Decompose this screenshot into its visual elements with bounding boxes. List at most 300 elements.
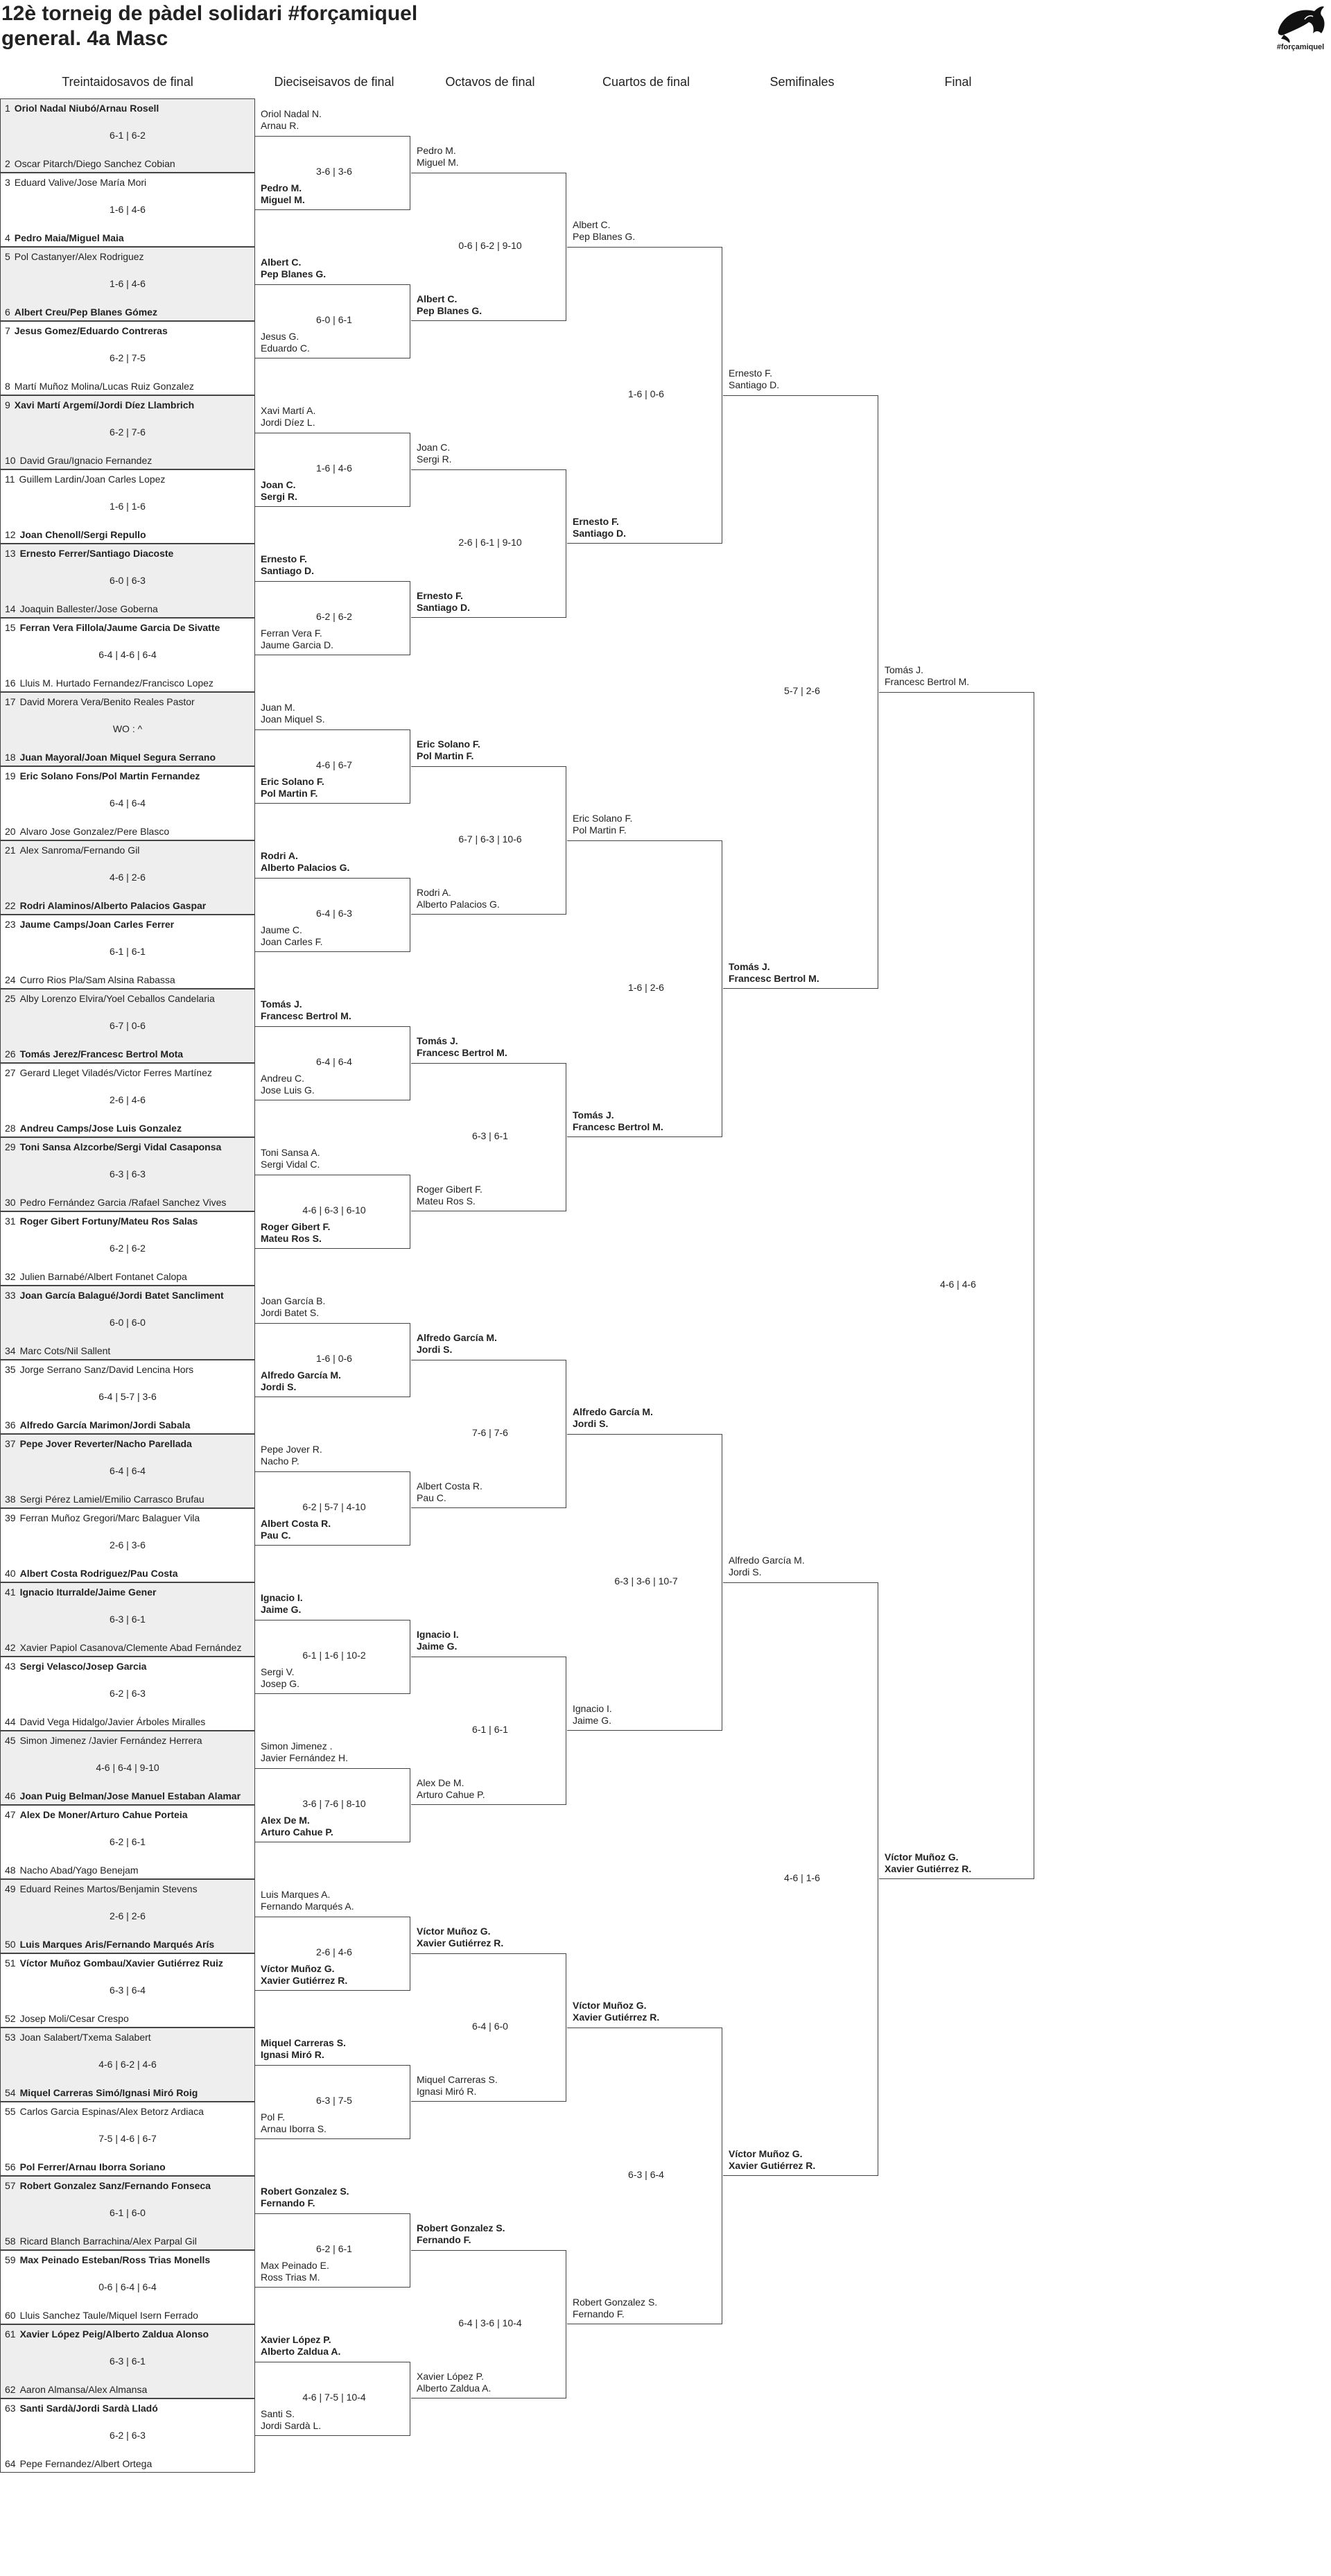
match-box bbox=[0, 98, 255, 173]
team-name: Tomás J. Francesc Bertrol M. bbox=[729, 961, 819, 984]
team-name: Pepe Jover R. Nacho P. bbox=[261, 1443, 322, 1467]
player-line bbox=[5, 622, 254, 633]
match-score: 6-3 | 6-4 bbox=[110, 1985, 146, 1996]
team-name: Joan C. Sergi R. bbox=[261, 478, 297, 502]
player-line bbox=[5, 1271, 254, 1282]
team-name: Víctor Muñoz Gombau/Xavier Gutiérrez Ruiz bbox=[19, 1957, 223, 1969]
seed-number: 15 bbox=[5, 622, 16, 633]
match-box bbox=[0, 989, 255, 1063]
seed-number: 28 bbox=[5, 1123, 16, 1134]
team-name: Andreu Camps/Jose Luis Gonzalez bbox=[19, 1123, 182, 1134]
seed-number: 46 bbox=[5, 1790, 16, 1801]
player-line bbox=[5, 1957, 254, 1969]
team-name: Ferran Vera F. Jaume Garcia D. bbox=[261, 627, 334, 650]
match-score: 4-6 | 6-3 | 6-10 bbox=[302, 1204, 366, 1216]
player-line bbox=[5, 2328, 254, 2340]
round-header: Treintaidosavos de final bbox=[62, 75, 193, 89]
team-name: Ignacio I. Jaime G. bbox=[573, 1703, 612, 1726]
page-title bbox=[1, 1, 625, 51]
match-box bbox=[0, 1211, 255, 1286]
match-box bbox=[0, 2398, 255, 2473]
seed-number: 27 bbox=[5, 1067, 16, 1078]
seed-number: 23 bbox=[5, 919, 16, 930]
team-name: Alex De M. Arturo Cahue P. bbox=[261, 1814, 333, 1838]
seed-number: 61 bbox=[5, 2328, 16, 2340]
team-name: Ernesto F. Santiago D. bbox=[573, 516, 627, 539]
round-header: Final bbox=[944, 75, 972, 89]
team-name: Aaron Almansa/Alex Almansa bbox=[19, 2384, 148, 2395]
seed-number: 50 bbox=[5, 1939, 16, 1950]
team-name: Miquel Carreras S. Ignasi Miró R. bbox=[417, 2074, 498, 2097]
seed-number: 34 bbox=[5, 1345, 16, 1356]
team-name: Ignacio I. Jaime G. bbox=[417, 1629, 459, 1652]
player-line bbox=[5, 2458, 254, 2469]
round-header: Octavos de final bbox=[445, 75, 535, 89]
team-name: Gerard Lleget Viladés/Victor Ferres Martínez bbox=[19, 1067, 212, 1078]
team-name: Pol Castanyer/Alex Rodriguez bbox=[14, 251, 144, 262]
team-name: Sergi Pérez Lamiel/Emilio Carrasco Brufau bbox=[19, 1494, 205, 1505]
match-score: 6-3 | 7-5 bbox=[316, 2095, 352, 2106]
team-name: Eric Solano F. Pol Martin F. bbox=[573, 813, 633, 836]
match-box bbox=[0, 1657, 255, 1731]
team-name: Alex De Moner/Arturo Cahue Porteia bbox=[19, 1809, 188, 1820]
match-score: 6-2 | 6-3 bbox=[110, 2430, 146, 2441]
seed-number: 36 bbox=[5, 1419, 16, 1430]
seed-number: 21 bbox=[5, 845, 16, 856]
team-name: Sergi V. Josep G. bbox=[261, 1666, 300, 1689]
team-name: Robert Gonzalez S. Fernando F. bbox=[261, 2185, 349, 2208]
team-name: Tomás Jerez/Francesc Bertrol Mota bbox=[19, 1048, 184, 1060]
team-name: Tomás J. Francesc Bertrol M. bbox=[417, 1035, 507, 1058]
team-name: Joan C. Sergi R. bbox=[417, 442, 452, 465]
team-name: Jesus G. Eduardo C. bbox=[261, 330, 310, 354]
match-score: 1-6 | 1-6 bbox=[110, 501, 146, 512]
seed-number: 44 bbox=[5, 1716, 16, 1727]
team-name: Jorge Serrano Sanz/David Lencina Hors bbox=[19, 1364, 194, 1375]
match-score: WO : ^ bbox=[112, 723, 143, 734]
team-name: Ignacio I. Jaime G. bbox=[261, 1591, 303, 1615]
team-name: Max Peinado Esteban/Ross Trias Monells bbox=[19, 2254, 211, 2265]
match-box bbox=[0, 1508, 255, 1582]
match-score: 7-5 | 4-6 | 6-7 bbox=[98, 2133, 157, 2144]
round-header: Cuartos de final bbox=[602, 75, 690, 89]
player-line bbox=[5, 1790, 254, 1801]
team-name: Rodri Alaminos/Alberto Palacios Gaspar bbox=[19, 900, 207, 911]
team-name: Xavier López P. Alberto Zaldua A. bbox=[261, 2333, 341, 2357]
team-name: Marc Cots/Nil Sallent bbox=[19, 1345, 111, 1356]
player-line bbox=[5, 2161, 254, 2172]
team-name: Luis Marques A. Fernando Marqués A. bbox=[261, 1888, 354, 1912]
match-score: 6-1 | 6-0 bbox=[110, 2207, 146, 2218]
match-score: 1-6 | 0-6 bbox=[316, 1353, 352, 1364]
seed-number: 5 bbox=[5, 251, 10, 262]
match-score: 2-6 | 3-6 bbox=[110, 1539, 146, 1550]
player-line bbox=[5, 1290, 254, 1301]
team-name: Julien Barnabé/Albert Fontanet Calopa bbox=[19, 1271, 187, 1282]
match-score: 6-0 | 6-0 bbox=[110, 1317, 146, 1328]
seed-number: 11 bbox=[5, 474, 15, 485]
match-score: 0-6 | 6-2 | 9-10 bbox=[458, 240, 522, 251]
team-name: Víctor Muñoz G. Xavier Gutiérrez R. bbox=[261, 1962, 348, 1986]
team-name: Pedro Fernández Garcia /Rafael Sanchez Vives bbox=[19, 1197, 227, 1208]
player-line bbox=[5, 548, 254, 559]
team-name: Alfredo García M. Jordi S. bbox=[261, 1369, 341, 1392]
team-name: Alfredo García M. Jordi S. bbox=[417, 1332, 497, 1355]
team-name: Xavier Papiol Casanova/Clemente Abad Fernández bbox=[19, 1642, 242, 1653]
team-name: Eric Solano F. Pol Martin F. bbox=[417, 738, 480, 761]
team-name: Eduard Reines Martos/Benjamin Stevens bbox=[19, 1883, 198, 1894]
seed-number: 9 bbox=[5, 399, 10, 410]
match-box bbox=[0, 618, 255, 692]
title-line-1: 12è torneig de pàdel solidari #forçamiquel bbox=[1, 2, 418, 25]
player-line bbox=[5, 251, 254, 262]
team-name: Ernesto F. Santiago D. bbox=[417, 590, 471, 613]
seed-number: 54 bbox=[5, 2087, 16, 2098]
seed-number: 43 bbox=[5, 1661, 16, 1672]
team-name: Pepe Fernandez/Albert Ortega bbox=[19, 2458, 153, 2469]
seed-number: 37 bbox=[5, 1438, 16, 1449]
team-name: Lluis M. Hurtado Fernandez/Francisco Lopez bbox=[19, 677, 214, 689]
match-box bbox=[0, 1805, 255, 1879]
team-name: Carlos Garcia Espinas/Alex Betorz Ardiaca bbox=[19, 2106, 204, 2117]
player-line bbox=[5, 2180, 254, 2191]
seed-number: 60 bbox=[5, 2310, 16, 2321]
seed-number: 2 bbox=[5, 158, 10, 169]
team-name: Alfredo García M. Jordi S. bbox=[573, 1406, 653, 1429]
match-score: 6-4 | 6-0 bbox=[472, 2021, 508, 2032]
team-name: Albert Costa R. Pau C. bbox=[261, 1517, 331, 1541]
team-name: Ferran Muñoz Gregori/Marc Balaguer Vila bbox=[19, 1512, 200, 1523]
team-name: Pepe Jover Reverter/Nacho Parellada bbox=[19, 1438, 192, 1449]
match-score: 6-3 | 6-3 bbox=[110, 1168, 146, 1179]
team-name: Joan Chenoll/Sergi Repullo bbox=[19, 529, 146, 540]
seed-number: 42 bbox=[5, 1642, 16, 1653]
player-line bbox=[5, 399, 254, 410]
player-line bbox=[5, 845, 254, 856]
seed-number: 38 bbox=[5, 1494, 16, 1505]
team-name: Santi Sardà/Jordi Sardà Lladó bbox=[19, 2403, 158, 2414]
seed-number: 53 bbox=[5, 2032, 16, 2043]
team-name: Jesus Gomez/Eduardo Contreras bbox=[14, 325, 168, 336]
team-name: Pedro Maia/Miguel Maia bbox=[14, 232, 124, 243]
seed-number: 25 bbox=[5, 993, 16, 1004]
team-name: Oriol Nadal N. Arnau R. bbox=[261, 107, 322, 131]
player-line bbox=[5, 2106, 254, 2117]
player-line bbox=[5, 696, 254, 707]
seed-number: 16 bbox=[5, 677, 16, 689]
match-score: 1-6 | 0-6 bbox=[628, 388, 664, 399]
match-score: 6-0 | 6-1 bbox=[316, 314, 352, 325]
player-line bbox=[5, 1587, 254, 1598]
match-score: 6-2 | 6-1 bbox=[316, 2243, 352, 2254]
player-line bbox=[5, 900, 254, 911]
team-name: Xavier López Peig/Alberto Zaldua Alonso bbox=[19, 2328, 209, 2340]
player-line bbox=[5, 2403, 254, 2414]
team-name: Robert Gonzalez S. Fernando F. bbox=[417, 2222, 505, 2245]
seed-number: 19 bbox=[5, 770, 16, 781]
player-line bbox=[5, 993, 254, 1004]
team-name: Joan Puig Belman/Jose Manuel Estaban Alamar bbox=[19, 1790, 241, 1801]
player-line bbox=[5, 1141, 254, 1152]
player-line bbox=[5, 455, 254, 466]
seed-number: 6 bbox=[5, 306, 10, 318]
round-header: Dieciseisavos de final bbox=[274, 75, 394, 89]
seed-number: 56 bbox=[5, 2161, 16, 2172]
match-score: 6-3 | 6-1 bbox=[110, 2355, 146, 2367]
player-line bbox=[5, 1419, 254, 1430]
player-line bbox=[5, 1438, 254, 1449]
seed-number: 41 bbox=[5, 1587, 16, 1598]
team-name: Toni Sansa A. Sergi Vidal C. bbox=[261, 1146, 320, 1170]
match-box bbox=[0, 1953, 255, 2028]
team-name: Max Peinado E. Ross Trias M. bbox=[261, 2259, 329, 2283]
seed-number: 14 bbox=[5, 603, 16, 614]
team-name: Lluis Sanchez Taule/Miquel Isern Ferrado bbox=[19, 2310, 198, 2321]
match-score: 6-2 | 7-5 bbox=[110, 352, 146, 363]
team-name: Joan García Balagué/Jordi Batet Sancliment bbox=[19, 1290, 224, 1301]
team-name: Oriol Nadal Niubó/Arnau Rosell bbox=[14, 103, 159, 114]
seed-number: 35 bbox=[5, 1364, 16, 1375]
player-line bbox=[5, 1939, 254, 1950]
player-line bbox=[5, 1345, 254, 1356]
match-box bbox=[0, 692, 255, 766]
team-name: Sergi Velasco/Josep Garcia bbox=[19, 1661, 147, 1672]
team-name: Ignacio Iturralde/Jaime Gener bbox=[19, 1587, 157, 1598]
team-name: Santi S. Jordi Sardà L. bbox=[261, 2408, 322, 2431]
team-name: Albert C. Pep Blanes G. bbox=[573, 219, 636, 242]
team-name: Jaume Camps/Joan Carles Ferrer bbox=[19, 919, 175, 930]
match-box bbox=[0, 1137, 255, 1211]
match-score: 6-1 | 1-6 | 10-2 bbox=[302, 1650, 366, 1661]
team-name: Curro Rios Pla/Sam Alsina Rabassa bbox=[19, 974, 175, 985]
match-score: 1-6 | 2-6 bbox=[628, 982, 664, 993]
match-score: 4-6 | 6-7 bbox=[316, 759, 352, 770]
match-box bbox=[0, 766, 255, 840]
player-line bbox=[5, 1048, 254, 1060]
team-name: Oscar Pitarch/Diego Sanchez Cobian bbox=[14, 158, 175, 169]
match-score: 6-2 | 6-2 bbox=[316, 611, 352, 622]
match-box bbox=[0, 2250, 255, 2324]
seed-number: 30 bbox=[5, 1197, 16, 1208]
title-line-2: general. 4a Masc bbox=[1, 27, 168, 50]
match-box bbox=[0, 173, 255, 247]
seed-number: 59 bbox=[5, 2254, 16, 2265]
match-score: 2-6 | 4-6 bbox=[316, 1946, 352, 1957]
match-score: 0-6 | 6-4 | 6-4 bbox=[98, 2281, 157, 2292]
match-score: 6-0 | 6-3 bbox=[110, 575, 146, 586]
match-box bbox=[0, 395, 255, 469]
seed-number: 7 bbox=[5, 325, 10, 336]
team-name: Luis Marques Aris/Fernando Marqués Arís bbox=[19, 1939, 215, 1950]
player-line bbox=[5, 770, 254, 781]
team-name: Xavier López P. Alberto Zaldua A. bbox=[417, 2371, 491, 2394]
match-score: 6-2 | 6-2 bbox=[110, 1243, 146, 1254]
team-name: Pol Ferrer/Arnau Iborra Soriano bbox=[19, 2161, 166, 2172]
match-score: 5-7 | 2-6 bbox=[784, 685, 820, 696]
team-name: Guillem Lardin/Joan Carles Lopez bbox=[19, 474, 166, 485]
seed-number: 58 bbox=[5, 2236, 16, 2247]
team-name: Eric Solano Fons/Pol Martin Fernandez bbox=[19, 770, 200, 781]
player-line bbox=[5, 919, 254, 930]
team-name: Toni Sansa Alzcorbe/Sergi Vidal Casaponsa bbox=[19, 1141, 222, 1152]
team-name: Ernesto F. Santiago D. bbox=[261, 553, 315, 576]
player-line bbox=[5, 1735, 254, 1746]
match-box bbox=[0, 1434, 255, 1508]
seed-number: 22 bbox=[5, 900, 16, 911]
match-score: 6-4 | 4-6 | 6-4 bbox=[98, 649, 157, 660]
seed-number: 51 bbox=[5, 1957, 16, 1969]
team-name: Roger Gibert Fortuny/Mateu Ros Salas bbox=[19, 1216, 198, 1227]
match-score: 6-3 | 6-1 bbox=[472, 1130, 508, 1141]
team-name: Eric Solano F. Pol Martin F. bbox=[261, 775, 324, 799]
match-score: 3-6 | 7-6 | 8-10 bbox=[302, 1798, 366, 1809]
match-score: 2-6 | 6-1 | 9-10 bbox=[458, 537, 522, 548]
match-box bbox=[0, 1731, 255, 1805]
player-line bbox=[5, 1809, 254, 1820]
logo-text: #forçamiquel bbox=[1276, 43, 1325, 51]
seed-number: 64 bbox=[5, 2458, 16, 2469]
team-name: Alex De M. Arturo Cahue P. bbox=[417, 1777, 485, 1800]
seed-number: 47 bbox=[5, 1809, 16, 1820]
match-box bbox=[0, 247, 255, 321]
seed-number: 29 bbox=[5, 1141, 16, 1152]
team-name: Joan Salabert/Txema Salabert bbox=[19, 2032, 151, 2043]
seed-number: 45 bbox=[5, 1735, 16, 1746]
player-line bbox=[5, 1716, 254, 1727]
match-score: 6-7 | 6-3 | 10-6 bbox=[458, 833, 522, 845]
team-name: Miquel Carreras Simó/Ignasi Miró Roig bbox=[19, 2087, 198, 2098]
match-box bbox=[0, 544, 255, 618]
seed-number: 32 bbox=[5, 1271, 16, 1282]
match-score: 6-3 | 3-6 | 10-7 bbox=[614, 1575, 678, 1587]
seed-number: 48 bbox=[5, 1865, 16, 1876]
player-line bbox=[5, 2384, 254, 2395]
seed-number: 20 bbox=[5, 826, 16, 837]
team-name: Víctor Muñoz G. Xavier Gutiérrez R. bbox=[885, 1851, 972, 1874]
player-line bbox=[5, 2087, 254, 2098]
team-name: David Grau/Ignacio Fernandez bbox=[19, 455, 153, 466]
team-name: Tomás J. Francesc Bertrol M. bbox=[261, 998, 351, 1021]
team-name: Alfredo García Marimon/Jordi Sabala bbox=[19, 1419, 191, 1430]
team-name: Juan M. Joan Miquel S. bbox=[261, 701, 325, 725]
seed-number: 57 bbox=[5, 2180, 16, 2191]
team-name: Simon Jimenez /Javier Fernández Herrera bbox=[19, 1735, 202, 1746]
match-score: 6-7 | 0-6 bbox=[110, 1020, 146, 1031]
seed-number: 8 bbox=[5, 381, 10, 392]
team-name: Tomás J. Francesc Bertrol M. bbox=[573, 1109, 663, 1132]
match-score: 4-6 | 7-5 | 10-4 bbox=[302, 2392, 366, 2403]
match-score: 6-3 | 6-1 bbox=[110, 1614, 146, 1625]
match-box bbox=[0, 1063, 255, 1137]
team-name: Juan Mayoral/Joan Miquel Segura Serrano bbox=[19, 752, 216, 763]
match-score: 6-3 | 6-4 bbox=[628, 2169, 664, 2180]
team-name: Albert C. Pep Blanes G. bbox=[417, 293, 482, 316]
match-score: 3-6 | 3-6 bbox=[316, 166, 352, 177]
player-line bbox=[5, 1865, 254, 1876]
seed-number: 39 bbox=[5, 1512, 16, 1523]
team-name: Rodri A. Alberto Palacios G. bbox=[261, 849, 350, 873]
match-box bbox=[0, 1360, 255, 1434]
player-line bbox=[5, 474, 254, 485]
team-name: Nacho Abad/Yago Benejam bbox=[19, 1865, 139, 1876]
team-name: Alby Lorenzo Elvira/Yoel Ceballos Candelaria bbox=[19, 993, 215, 1004]
player-line bbox=[5, 1216, 254, 1227]
team-name: Alex Sanroma/Fernando Gil bbox=[19, 845, 140, 856]
team-name: Ernesto F. Santiago D. bbox=[729, 368, 780, 390]
seed-number: 17 bbox=[5, 696, 16, 707]
team-name: Albert Creu/Pep Blanes Gómez bbox=[14, 306, 157, 318]
player-line bbox=[5, 306, 254, 318]
player-line bbox=[5, 752, 254, 763]
team-name: Albert Costa R. Pau C. bbox=[417, 1480, 482, 1503]
seed-number: 18 bbox=[5, 752, 16, 763]
player-line bbox=[5, 103, 254, 114]
team-name: David Vega Hidalgo/Javier Árboles Miralles bbox=[19, 1716, 206, 1727]
match-score: 6-2 | 7-6 bbox=[110, 426, 146, 438]
match-box bbox=[0, 1879, 255, 1953]
player-line bbox=[5, 2013, 254, 2024]
team-name: Albert Costa Rodriguez/Pau Costa bbox=[19, 1568, 178, 1579]
team-name: Martí Muñoz Molina/Lucas Ruiz Gonzalez bbox=[14, 381, 194, 392]
team-name: Víctor Muñoz G. Xavier Gutiérrez R. bbox=[729, 2148, 816, 2171]
match-score: 1-6 | 4-6 bbox=[316, 463, 352, 474]
match-score: 6-4 | 6-4 bbox=[110, 1465, 146, 1476]
seed-number: 10 bbox=[5, 455, 16, 466]
match-box bbox=[0, 321, 255, 395]
match-box bbox=[0, 2028, 255, 2102]
team-name: Josep Moli/Cesar Crespo bbox=[19, 2013, 129, 2024]
team-name: Simon Jimenez . Javier Fernández H. bbox=[261, 1740, 349, 1763]
match-box bbox=[0, 2324, 255, 2398]
match-box bbox=[0, 915, 255, 989]
team-name: Joaquin Ballester/Jose Goberna bbox=[19, 603, 158, 614]
player-line bbox=[5, 1642, 254, 1653]
team-name: Xavi Martí Argemí/Jordi Díez Llambrich bbox=[14, 399, 195, 410]
match-score: 4-6 | 4-6 bbox=[940, 1279, 976, 1290]
team-name: Roger Gibert F. Mateu Ros S. bbox=[417, 1184, 482, 1207]
player-line bbox=[5, 1494, 254, 1505]
seed-number: 31 bbox=[5, 1216, 16, 1227]
team-name: Roger Gibert F. Mateu Ros S. bbox=[261, 1220, 331, 1244]
match-score: 6-4 | 6-3 bbox=[316, 908, 352, 919]
team-name: Eduard Valive/Jose María Mori bbox=[14, 177, 147, 188]
player-line bbox=[5, 232, 254, 243]
player-line bbox=[5, 1568, 254, 1579]
seed-number: 49 bbox=[5, 1883, 16, 1894]
match-score: 2-6 | 4-6 bbox=[110, 1094, 146, 1105]
seed-number: 62 bbox=[5, 2384, 16, 2395]
team-name: Pol F. Arnau Iborra S. bbox=[261, 2111, 327, 2134]
seed-number: 63 bbox=[5, 2403, 16, 2414]
match-score: 6-4 | 6-4 bbox=[316, 1056, 352, 1067]
seed-number: 3 bbox=[5, 177, 10, 188]
team-name: Víctor Muñoz G. Xavier Gutiérrez R. bbox=[417, 1926, 504, 1948]
match-score: 4-6 | 1-6 bbox=[784, 1872, 820, 1883]
match-box bbox=[0, 2176, 255, 2250]
team-name: Robert Gonzalez Sanz/Fernando Fonseca bbox=[19, 2180, 211, 2191]
team-name: Joan García B. Jordi Batet S. bbox=[261, 1295, 326, 1318]
player-line bbox=[5, 603, 254, 614]
match-score: 6-1 | 6-1 bbox=[472, 1724, 508, 1735]
match-box bbox=[0, 2102, 255, 2176]
seed-number: 26 bbox=[5, 1048, 16, 1060]
team-name: Tomás J. Francesc Bertrol M. bbox=[885, 664, 970, 687]
match-score: 6-2 | 6-1 bbox=[110, 1836, 146, 1847]
seed-number: 52 bbox=[5, 2013, 16, 2024]
team-name: Robert Gonzalez S. Fernando F. bbox=[573, 2297, 658, 2319]
match-box bbox=[0, 840, 255, 915]
match-box bbox=[0, 1582, 255, 1657]
